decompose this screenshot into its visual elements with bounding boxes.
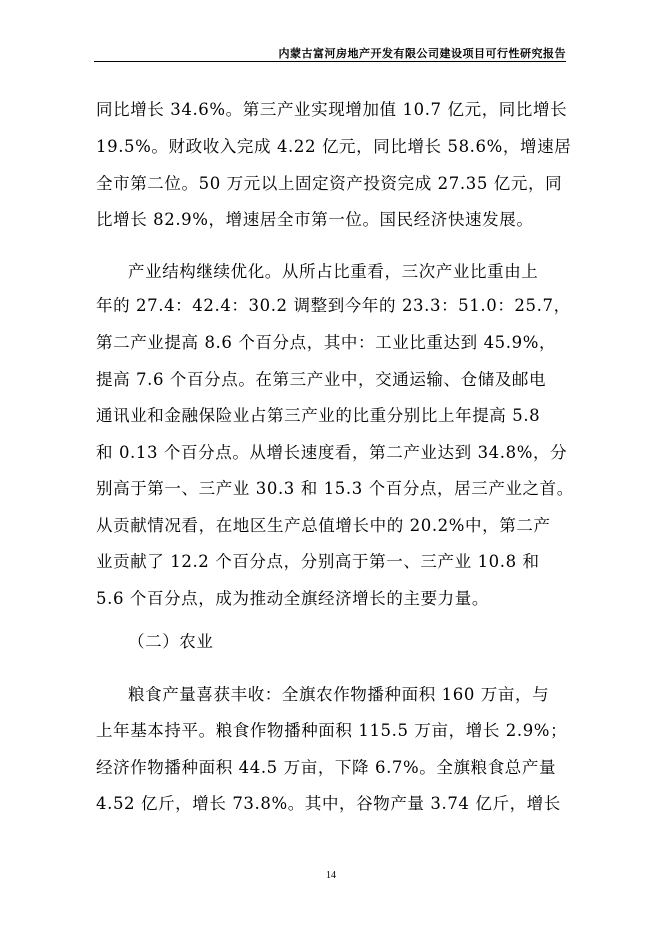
text-line: 和 0.13 个百分点。从增长速度看，第二产业达到 34.8%，分 (96, 443, 568, 462)
text-line: 粮食产量喜获丰收：全旗农作物播种面积 160 万亩，与 (128, 685, 550, 704)
text-line: 第二产业提高 8.6 个百分点，其中：工业比重达到 45.9%， (96, 333, 557, 352)
text-line: 经济作物播种面积 44.5 万亩，下降 6.7%。全旗粮食总产量 (96, 758, 557, 777)
text-line: 比增长 82.9%，增速居全市第一位。国民经济快速发展。 (96, 210, 534, 229)
text-line: 4.52 亿斤，增长 73.8%。其中，谷物产量 3.74 亿斤，增长 (96, 794, 561, 813)
text-line: 5.6 个百分点，成为推动全旗经济增长的主要力量。 (96, 589, 489, 608)
page-header (94, 43, 566, 62)
text-line: 产业结构继续优化。从所占比重看，三次产业比重由上 (128, 262, 539, 281)
page-number: 14 (326, 870, 336, 881)
text-line: 通讯业和金融保险业占第三产业的比重分别比上年提高 5.8 (96, 406, 541, 425)
section-heading: （二）农业 (128, 632, 214, 651)
text-line: 提高 7.6 个百分点。在第三产业中，交通运输、仓储及邮电 (96, 370, 547, 389)
text-line: 年的 27.4：42.4：30.2 调整到今年的 23.3：51.0：25.7， (96, 296, 571, 315)
text-line: 上年基本持平。粮食作物播种面积 115.5 万亩，增长 2.9%； (96, 721, 568, 740)
text-line: 从贡献情况看，在地区生产总值增长中的 20.2%中，第二产 (96, 516, 551, 535)
text-line: 19.5%。财政收入完成 4.22 亿元，同比增长 58.6%，增速居 (96, 137, 572, 156)
text-line: 业贡献了 12.2 个百分点，分别高于第一、三产业 10.8 和 (96, 552, 540, 571)
header-title: 内蒙古富河房地产开发有限公司建设项目可行性研究报告 (278, 47, 566, 60)
text-line: 别高于第一、三产业 30.3 和 15.3 个百分点，居三产业之首。 (96, 479, 574, 498)
text-line: 全市第二位。50 万元以上固定资产投资完成 27.35 亿元，同 (96, 174, 563, 193)
text-line: 同比增长 34.6%。第三产业实现增加值 10.7 亿元，同比增长 (96, 100, 568, 119)
